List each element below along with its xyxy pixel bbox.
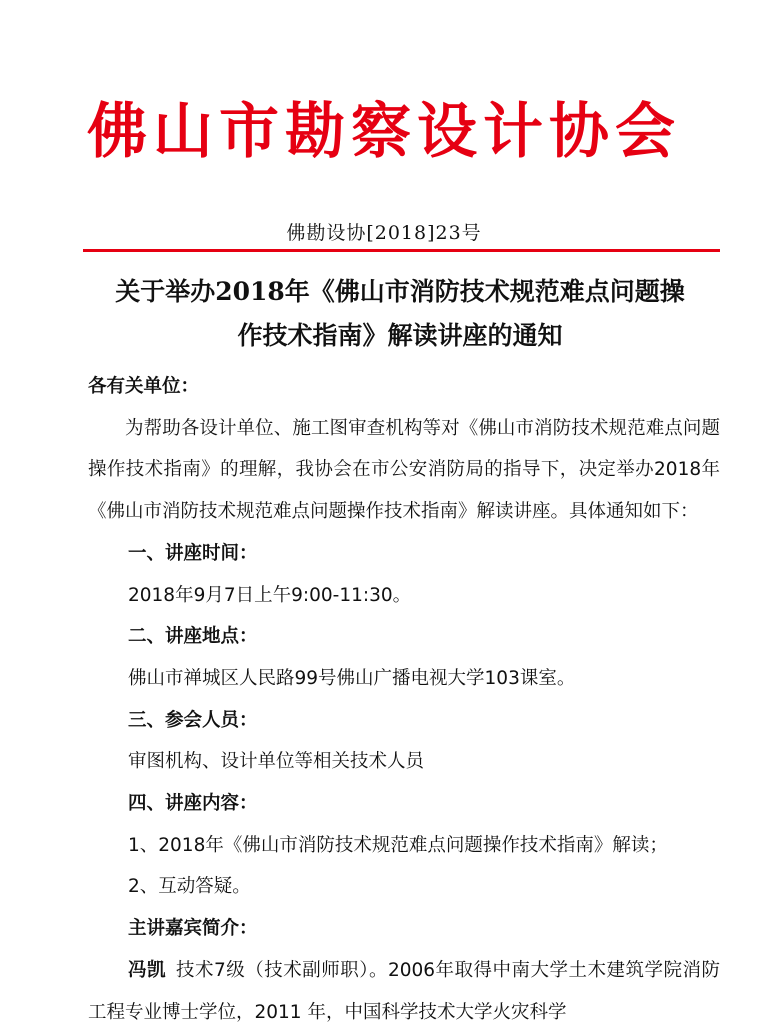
speaker-heading: 主讲嘉宾简介： <box>128 918 258 940</box>
red-divider-line <box>83 249 720 252</box>
notice-title-line-1: 关于举办2018年《佛山市消防技术规范难点问题操 <box>115 277 685 306</box>
section-heading-location: 二、讲座地点： <box>128 626 258 648</box>
section-item-attendees: 审图机构、设计单位等相关技术人员 <box>128 751 425 773</box>
section-heading-attendees: 三、参会人员： <box>128 709 258 731</box>
speaker-name: 冯凯 <box>128 959 166 981</box>
notice-body <box>88 366 720 1033</box>
section-item-content-1: 1、2018年《佛山市消防技术规范难点问题操作技术指南》解读； <box>128 834 668 856</box>
notice-title <box>80 270 720 358</box>
section-item-time: 2018年9月7日上午9:00-11:30。 <box>128 584 412 606</box>
section-item-content-2: 2、互动答疑。 <box>128 876 251 898</box>
org-title: 佛山市勘察设计协会 <box>87 97 681 167</box>
notice-title-line-2: 作技术指南》解读讲座的通知 <box>237 321 563 350</box>
salutation: 各有关单位： <box>88 376 200 397</box>
section-heading-content: 四、讲座内容： <box>128 793 258 815</box>
speaker-bio-text: 技术7级（技术副师职）。2006年取得中南大学土木建筑学院消防工程专业博士学位，2011 年，中国科学技术大学火灾科学 <box>88 959 720 1023</box>
speaker-bio <box>88 950 720 1033</box>
document-number: 佛勘设协[2018]23号 <box>286 222 482 244</box>
section-item-location: 佛山市禅城区人民路99号佛山广播电视大学103课室。 <box>128 667 576 689</box>
intro-paragraph: 为帮助各设计单位、施工图审查机构等对《佛山市消防技术规范难点问题操作技术指南》的理解，我协会在市公安消防局的指导下，决定举办2018年《佛山市消防技术规范难点问题操作技术指南》解读讲座。具体通知如下： <box>88 417 720 523</box>
section-heading-time: 一、讲座时间： <box>128 542 258 564</box>
